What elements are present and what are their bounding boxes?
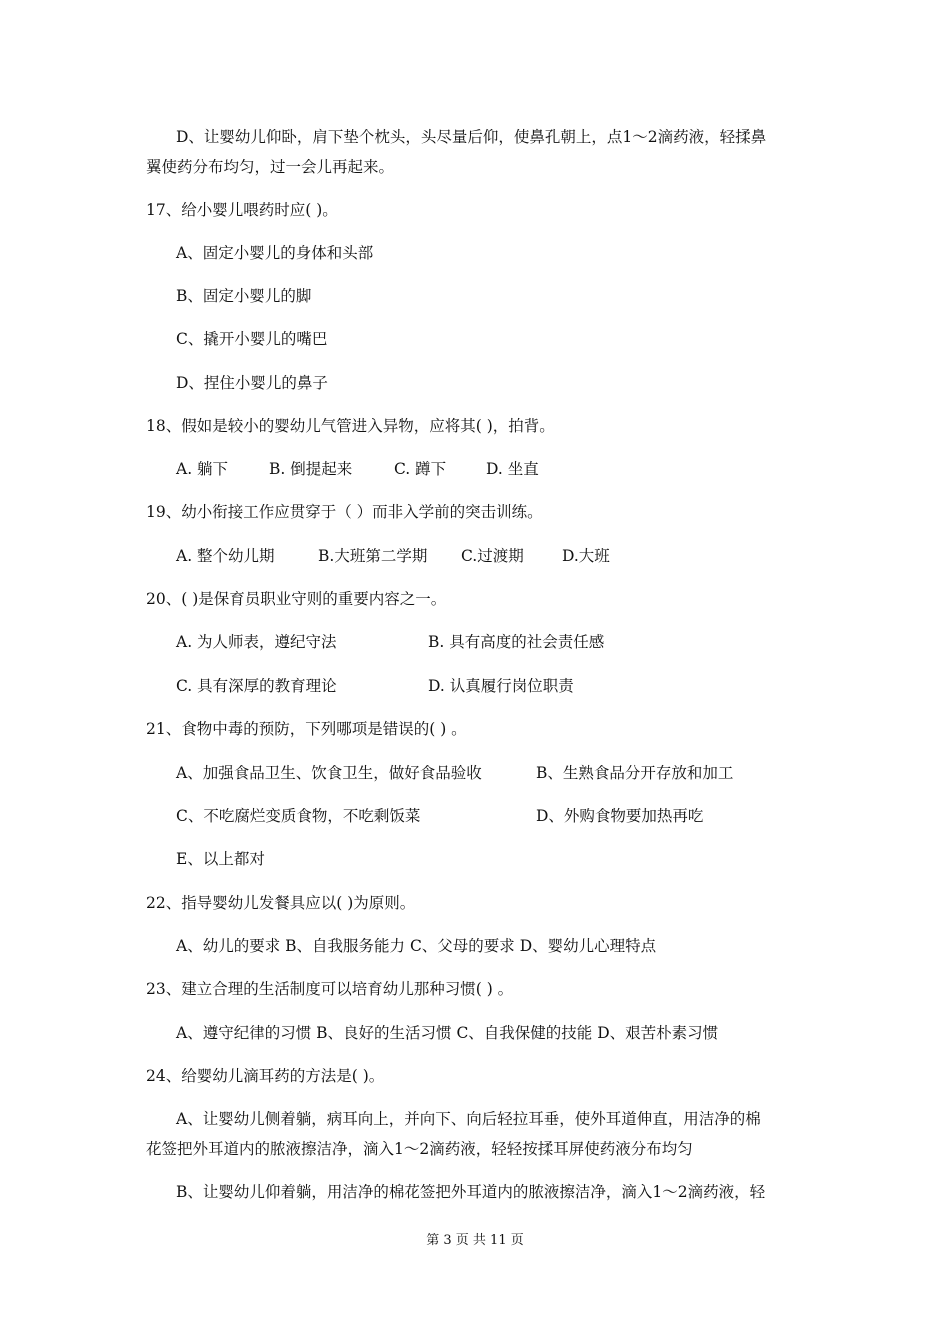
question-19-option-a: A. 整个幼儿期 <box>176 547 275 565</box>
question-20-option-b: B. 具有高度的社会责任感 <box>428 633 605 651</box>
question-21-stem: 21、食物中毒的预防，下列哪项是错误的( ) 。 <box>146 720 467 738</box>
question-20-option-d: D. 认真履行岗位职责 <box>428 677 574 695</box>
question-24-option-a-line1: A、让婴幼儿侧着躺，病耳向上，并向下、向后轻拉耳垂，使外耳道伸直，用洁净的棉 <box>176 1110 761 1128</box>
question-17-option-a: A、固定小婴儿的身体和头部 <box>176 244 374 262</box>
question-20-option-a: A. 为人师表，遵纪守法 <box>176 633 337 651</box>
q16-option-d-line1: D、让婴幼儿仰卧，肩下垫个枕头，头尽量后仰，使鼻孔朝上，点1～2滴药液，轻揉鼻 <box>176 128 767 146</box>
question-22-stem: 22、指导婴幼儿发餐具应以( )为原则。 <box>146 894 416 912</box>
question-21-option-e: E、以上都对 <box>176 850 265 868</box>
question-17-option-c: C、撬开小婴儿的嘴巴 <box>176 330 328 348</box>
question-19-option-b: B.大班第二学期 <box>318 547 428 565</box>
question-24-option-b-line1: B、让婴幼儿仰着躺，用洁净的棉花签把外耳道内的脓液擦洁净，滴入1～2滴药液，轻 <box>176 1183 766 1201</box>
question-19-stem: 19、幼小衔接工作应贯穿于（ ）而非入学前的突击训练。 <box>146 503 543 521</box>
question-18-option-b: B. 倒提起来 <box>269 460 353 478</box>
question-17-option-d: D、捏住小婴儿的鼻子 <box>176 374 328 392</box>
question-22-options: A、幼儿的要求 B、自我服务能力 C、父母的要求 D、婴幼儿心理特点 <box>176 937 657 955</box>
question-18-option-c: C. 蹲下 <box>394 460 447 478</box>
question-21-option-d: D、外购食物要加热再吃 <box>536 807 704 825</box>
question-24-stem: 24、给婴幼儿滴耳药的方法是( )。 <box>146 1067 385 1085</box>
page-number-footer: 第 3 页 共 11 页 <box>426 1233 524 1248</box>
q16-option-d-line2: 翼使药分布均匀，过一会儿再起来。 <box>146 158 395 176</box>
question-19-option-d: D.大班 <box>562 547 610 565</box>
question-24-option-a-line2: 花签把外耳道内的脓液擦洁净，滴入1～2滴药液，轻轻按揉耳屏使药液分布均匀 <box>146 1140 693 1158</box>
question-23-options: A、遵守纪律的习惯 B、良好的生活习惯 C、自我保健的技能 D、艰苦朴素习惯 <box>176 1024 719 1042</box>
question-19-option-c: C.过渡期 <box>461 547 524 565</box>
question-21-option-c: C、不吃腐烂变质食物，不吃剩饭菜 <box>176 807 421 825</box>
question-17-option-b: B、固定小婴儿的脚 <box>176 287 312 305</box>
question-17-stem: 17、给小婴儿喂药时应( )。 <box>146 201 338 219</box>
question-21-option-a: A、加强食品卫生、饮食卫生，做好食品验收 <box>176 764 482 782</box>
question-18-option-d: D. 坐直 <box>486 460 539 478</box>
question-20-option-c: C. 具有深厚的教育理论 <box>176 677 337 695</box>
question-21-option-b: B、生熟食品分开存放和加工 <box>536 764 734 782</box>
question-18-option-a: A. 躺下 <box>176 460 229 478</box>
question-23-stem: 23、建立合理的生活制度可以培育幼儿那种习惯( ) 。 <box>146 980 514 998</box>
question-18-stem: 18、假如是较小的婴幼儿气管进入异物，应将其( )，拍背。 <box>146 417 555 435</box>
question-20-stem: 20、( )是保育员职业守则的重要内容之一。 <box>146 590 447 608</box>
